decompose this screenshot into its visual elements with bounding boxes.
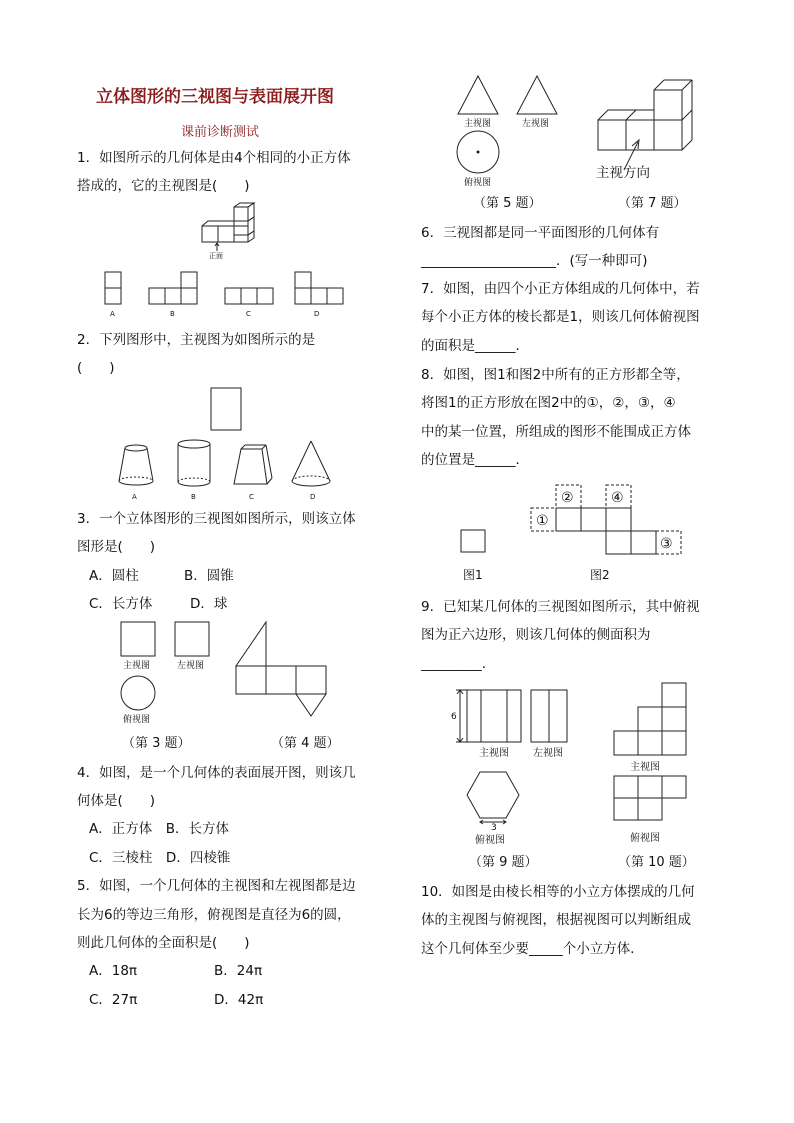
q10-caption: （第 10 题） <box>618 855 695 870</box>
q9-left-view-label: 左视图 <box>533 748 563 759</box>
q9-text-line2: 图为正六边形，则该几何体的侧面积为 <box>421 627 651 643</box>
q4-text-line1: 4．如图，是一个几何体的表面展开图，则该几 <box>77 765 356 781</box>
q9-front-view-label: 主视图 <box>479 748 509 759</box>
q9-top-view-label: 俯视图 <box>475 835 505 846</box>
q1-front-label: 正面 <box>209 252 223 260</box>
q10-text-line3: 这个几何体至少要_____个小立方体． <box>421 941 644 957</box>
q2-option-b: B <box>191 493 196 501</box>
q1-option-c: C <box>246 310 251 318</box>
q9-side-label: 3 <box>491 823 497 833</box>
q5-text-line1: 5．如图，一个几何体的主视图和左视图都是边 <box>77 878 356 894</box>
q5-option-c: C．27π <box>89 992 138 1008</box>
q8-fig1-label: 图1 <box>463 568 483 582</box>
q4-text-line2: 何体是( ) <box>77 793 156 809</box>
q2-text-line2: ( ) <box>77 360 115 376</box>
q2-option-d: D <box>310 493 316 501</box>
q10-front-view-label: 主视图 <box>630 762 660 773</box>
page-subtitle: 课前诊断测试 <box>181 125 260 140</box>
q4-options-cd: C．三棱柱 D．四棱锥 <box>89 850 231 866</box>
q8-fig2-label: 图2 <box>590 568 610 582</box>
q10-top-view-label: 俯视图 <box>630 833 660 844</box>
q9-text-line1: 9．已知某几何体的三视图如图所示，其中俯视 <box>421 599 700 615</box>
q8-text-line3: 中的某一位置，所组成的图形不能围成正方体 <box>421 424 691 440</box>
q5-views-figure <box>452 72 572 190</box>
page-title: 立体图形的三视图与表面展开图 <box>96 87 334 107</box>
q9-caption: （第 9 题） <box>469 855 538 870</box>
q3-caption: （第 3 题） <box>122 736 191 751</box>
q7-text-line2: 每个小正方体的棱长都是1，则该几何体俯视图 <box>421 309 700 325</box>
q8-figure <box>455 480 685 585</box>
q5-option-d: D．42π <box>214 992 264 1008</box>
q8-pos-1: ① <box>536 513 549 529</box>
q5-caption: （第 5 题） <box>473 196 542 211</box>
q3-text-line1: 3．一个立体图形的三视图如图所示，则该立体 <box>77 511 356 527</box>
q3-left-view-label: 左视图 <box>177 661 205 671</box>
q5-option-b: B．24π <box>214 963 263 979</box>
q3-option-a: A．圆柱 <box>89 568 139 584</box>
q6-text-line2: ____________________．(写一种即可) <box>421 253 648 269</box>
q3-option-d: D．球 <box>190 596 228 612</box>
q10-text-line1: 10．如图是由棱长相等的小立方体摆成的几何 <box>421 884 695 900</box>
q5-option-a: A．18π <box>89 963 138 979</box>
q7-direction-label: 主视方向 <box>596 165 650 181</box>
q8-text-line1: 8．如图，图1和图2中所有的正方形都全等， <box>421 367 690 383</box>
q4-caption: （第 4 题） <box>271 736 340 751</box>
q3-q4-figure <box>115 618 345 728</box>
q1-solid-figure <box>195 202 265 260</box>
q9-views-figure <box>447 682 582 852</box>
q2-figure <box>112 385 348 503</box>
q1-option-d: D <box>314 310 320 318</box>
q8-pos-2: ② <box>561 490 574 506</box>
q2-option-c: C <box>249 493 254 501</box>
q5-left-view-label: 左视图 <box>522 119 550 129</box>
q1-options-figure <box>95 268 345 320</box>
q5-top-view-label: 俯视图 <box>464 178 492 188</box>
q7-caption: （第 7 题） <box>618 196 687 211</box>
q7-text-line3: 的面积是______． <box>421 338 529 354</box>
q10-views-figure <box>606 678 696 848</box>
q3-front-view-label: 主视图 <box>123 661 151 671</box>
q5-text-line3: 则此几何体的全面积是( ) <box>77 935 250 951</box>
q8-pos-3: ③ <box>660 536 673 552</box>
q1-option-b: B <box>170 310 175 318</box>
q2-text-line1: 2．下列图形中，主视图为如图所示的是 <box>77 332 316 348</box>
q7-text-line1: 7．如图，由四个小正方体组成的几何体中，若 <box>421 281 700 297</box>
q5-text-line2: 长为6的等边三角形，俯视图是直径为6的圆， <box>77 907 351 923</box>
q3-text-line2: 图形是( ) <box>77 539 156 555</box>
q6-text-line1: 6．三视图都是同一平面图形的几何体有 <box>421 225 660 241</box>
q2-option-a: A <box>132 493 137 501</box>
q1-option-a: A <box>110 310 115 318</box>
q3-option-c: C．长方体 <box>89 596 153 612</box>
q8-text-line2: 将图1的正方形放在图2中的①，②，③，④ <box>421 395 676 411</box>
q3-top-view-label: 俯视图 <box>123 715 151 725</box>
q4-options-ab: A．正方体 B．长方体 <box>89 821 229 837</box>
q1-text-line2: 搭成的，它的主视图是( ) <box>77 178 250 194</box>
q9-text-line3: _________． <box>421 656 496 672</box>
q5-front-view-label: 主视图 <box>464 119 492 129</box>
q1-text-line1: 1．如图所示的几何体是由4个相同的小正方体 <box>77 150 351 166</box>
q8-text-line4: 的位置是______． <box>421 452 529 468</box>
q9-height-label: 6 <box>451 712 457 722</box>
q3-option-b: B．圆锥 <box>184 568 234 584</box>
q10-text-line2: 体的主视图与俯视图，根据视图可以判断组成 <box>421 912 691 928</box>
q8-pos-4: ④ <box>611 490 624 506</box>
